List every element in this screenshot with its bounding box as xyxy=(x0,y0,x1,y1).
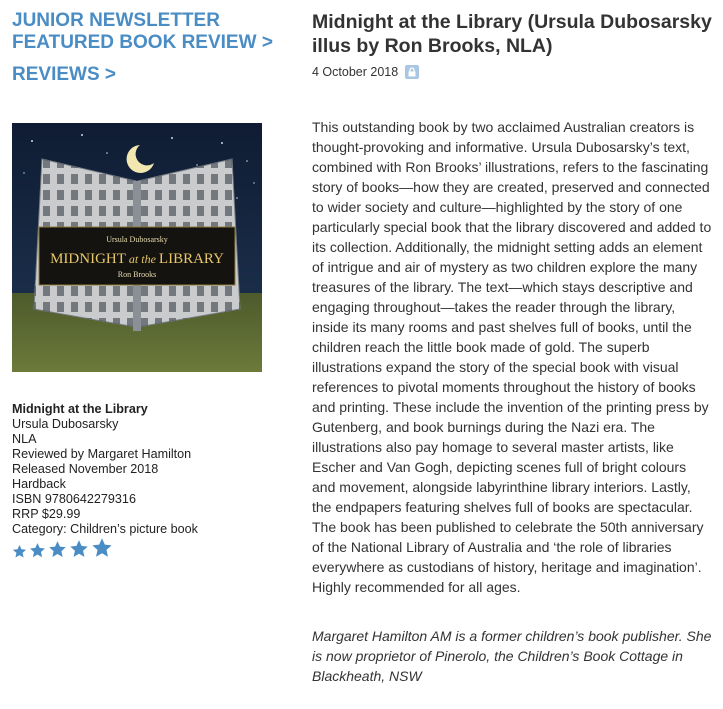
star-icon xyxy=(12,544,27,559)
book-format: Hardback xyxy=(12,477,66,491)
cover-author-text: Ursula Dubosarsky xyxy=(106,235,168,244)
book-title: Midnight at the Library xyxy=(12,402,148,416)
book-cover-image[interactable] xyxy=(12,123,262,372)
star-icon xyxy=(69,539,89,559)
lock-icon xyxy=(405,65,419,79)
book-author: Ursula Dubosarsky xyxy=(12,417,119,431)
featured-review-link[interactable]: JUNIOR NEWSLETTER FEATURED BOOK REVIEW > xyxy=(12,10,273,53)
article-date: 4 October 2018 xyxy=(312,65,399,79)
star-icon xyxy=(91,537,113,559)
reviewer-bio: Margaret Hamilton AM is a former children’s book publisher. She is now proprietor of Pinerolo, the Children’s Book Cottage in Blackheath, NSW xyxy=(312,628,712,684)
article-meta xyxy=(312,65,712,79)
star-icon xyxy=(48,540,67,559)
article-title: Midnight at the Library (Ursula Dubosarsky illus by Ron Brooks, NLA) xyxy=(312,11,712,57)
cover-title-text: MIDNIGHT at the LIBRARY xyxy=(50,251,224,267)
article-body: This outstanding book by two acclaimed Australian creators is thought-provoking and informative. Ursula Dubosarsky’s text, combined with Ron Brooks’ illustrations, refers to the fascinating story of books—how they are created, preserved and connected to wider society and culture—highlighted by the story of one particularly special book that the library discovered and added to its collection. Additionally, the midnight setting adds an element of intrigue and air of mystery as two children explore the many treasures of the library. The text—which stays descriptive and engaging throughout—takes the reader through the library, inside its many rooms and past shelves full of books, until the children reach the little book made of gold. The superb illustrations expand the story of the special book with visual references to pivotal moments throughout the history of books and printing. These include the invention of the printing press by Gutenberg, and book burnings during the Nazi era. The illustrations also pay homage to several master artists, like Escher and Van Gogh, depicting scenes full of bright colours and movement, alongside labyrinthine library interiors. Lastly, the endpapers featuring shelves full of books are spectacular. The book has been published to celebrate the 50th anniversary of the National Library of Australia and ‘the role of libraries everywhere as custodians of history, heritage and imagination’. Highly recommended for all ages. xyxy=(312,119,712,595)
book-category: Category: Children’s picture book xyxy=(12,522,198,536)
book-details xyxy=(12,402,274,537)
left-column xyxy=(12,10,274,86)
cover-illustrator-text: Ron Brooks xyxy=(117,270,157,279)
book-publisher: NLA xyxy=(12,432,37,446)
rating-stars xyxy=(12,537,115,559)
book-isbn: ISBN 9780642279316 xyxy=(12,492,136,506)
book-release-date: Released November 2018 xyxy=(12,462,159,476)
article-header xyxy=(312,10,712,79)
book-reviewer: Reviewed by Margaret Hamilton xyxy=(12,447,192,461)
book-rrp: RRP $29.99 xyxy=(12,507,81,521)
star-icon xyxy=(29,542,46,559)
reviews-link[interactable]: REVIEWS > xyxy=(12,64,116,85)
